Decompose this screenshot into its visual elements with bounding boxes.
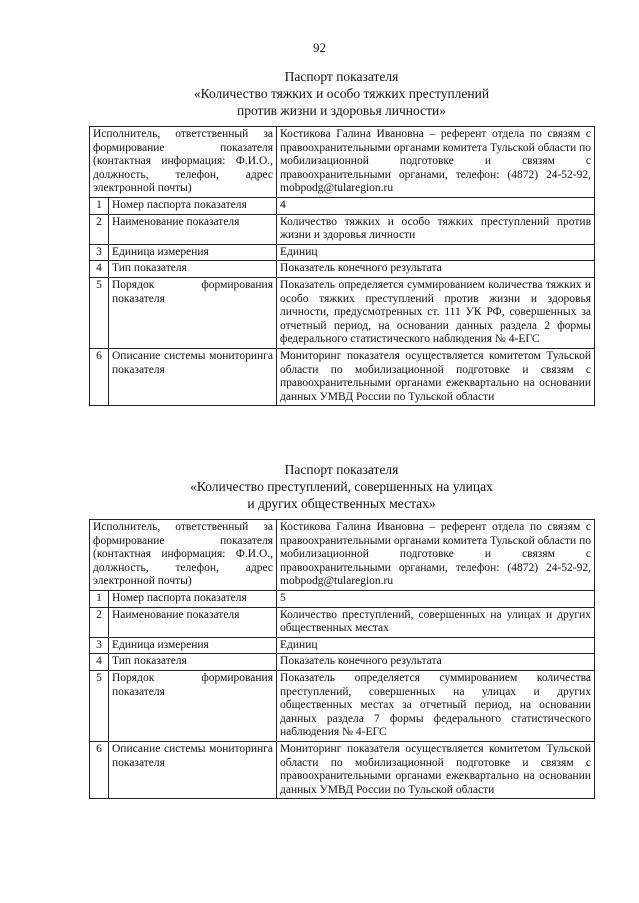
row-number: 4 [90,654,109,671]
row-value: Показатель определяется суммированием количества преступлений, совершенных на улицах и других общественных местах за отчетный период, на основании данных раздела 7 формы федерального статистического наблюдения № 4-ЕГС [277,670,595,741]
row-label: Единица измерения [109,244,277,261]
table-row [90,520,595,591]
page-number: 92 [313,40,326,55]
row-value: Единиц [277,244,595,261]
row-value: Количество тяжких и особо тяжких преступлений против жизни и здоровья личности [277,214,595,244]
table-row [90,741,595,798]
table-row [90,277,595,348]
executor-label: Исполнитель, ответственный за формирование показателя (контактная информация: Ф.И.О., должность, телефон, адрес электронной почты) [90,127,277,198]
table-row [90,127,595,198]
table-row [90,261,595,278]
row-label: Наименование показателя [109,214,277,244]
passport-title-line: против жизни и здоровья личности» [237,103,446,118]
passport-title-line: «Количество тяжких и особо тяжких преступлений [193,86,490,101]
row-label: Номер паспорта показателя [109,590,277,607]
passport-heading: Паспорт показателя [284,462,399,477]
row-number: 1 [90,590,109,607]
table-row [90,654,595,671]
row-number: 2 [90,607,109,637]
table-row [90,637,595,654]
row-number: 5 [90,670,109,741]
executor-value: Костикова Галина Ивановна – референт отдела по связям с правоохранительными органами комитета Тульской области по мобилизационной подготовке и связям с правоохранительными органами, телефон: (4872) 24-52-92, mobpodg@tularegion.ru [277,520,595,591]
table-row [90,670,595,741]
table-row [90,197,595,214]
row-number: 5 [90,277,109,348]
table-row [90,348,595,405]
passport-heading: Паспорт показателя [284,69,399,84]
passport-table [89,126,595,406]
indicator-passport-2 [89,461,594,799]
row-value: Показатель определяется суммированием количества тяжких и особо тяжких преступлений против жизни и здоровья личности, предусмотренных ст. 111 УК РФ, совершенных за отчетный период, на основании данных раздела 2 формы федерального статистического наблюдения № 4-ЕГС [277,277,595,348]
row-value: Показатель конечного результата [277,654,595,671]
row-label: Тип показателя [109,654,277,671]
row-value: 5 [277,590,595,607]
row-number: 4 [90,261,109,278]
passport-title-line: «Количество преступлений, совершенных на улицах [190,479,493,494]
row-number: 2 [90,214,109,244]
row-label: Номер паспорта показателя [109,197,277,214]
table-row [90,244,595,261]
passport-table [89,519,595,799]
executor-label: Исполнитель, ответственный за формирование показателя (контактная информация: Ф.И.О., должность, телефон, адрес электронной почты) [90,520,277,591]
row-label: Описание системы мониторинга показателя [109,348,277,405]
passport-title-line: и других общественных местах» [247,496,436,511]
row-number: 1 [90,197,109,214]
row-number: 3 [90,637,109,654]
table-row [90,214,595,244]
row-label: Тип показателя [109,261,277,278]
row-value: Мониторинг показателя осуществляется комитетом Тульской области по мобилизационной подготовке и связям с правоохранительными органами ежеквартально на основании данных УМВД России по Тульской области [277,741,595,798]
row-value: Показатель конечного результата [277,261,595,278]
row-label: Порядок формирования показателя [109,277,277,348]
row-value: Единиц [277,637,595,654]
executor-value: Костикова Галина Ивановна – референт отдела по связям с правоохранительными органами комитета Тульской области по мобилизационной подготовке и связям с правоохранительными органами, телефон: (4872) 24-52-92, mobpodg@tularegion.ru [277,127,595,198]
row-number: 6 [90,348,109,405]
row-value: Количество преступлений, совершенных на улицах и других общественных местах [277,607,595,637]
row-value: 4 [277,197,595,214]
table-row [90,607,595,637]
table-row [90,590,595,607]
row-number: 3 [90,244,109,261]
row-number: 6 [90,741,109,798]
indicator-passport-1 [89,68,594,406]
row-value: Мониторинг показателя осуществляется комитетом Тульской области по мобилизационной подготовке и связям с правоохранительными органами ежеквартально на основании данных УМВД России по Тульской области [277,348,595,405]
row-label: Единица измерения [109,637,277,654]
row-label: Описание системы мониторинга показателя [109,741,277,798]
row-label: Порядок формирования показателя [109,670,277,741]
row-label: Наименование показателя [109,607,277,637]
